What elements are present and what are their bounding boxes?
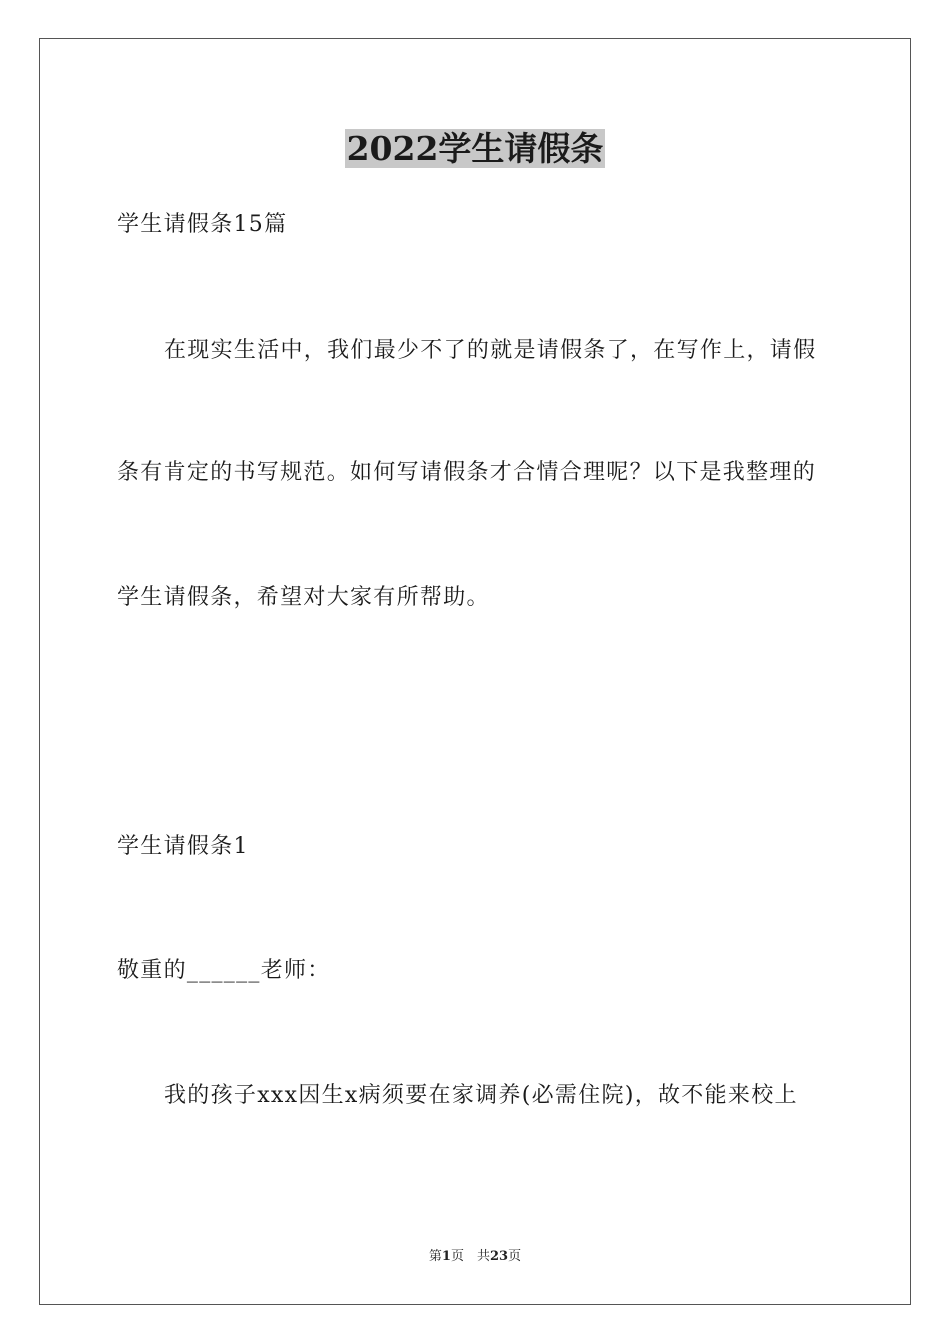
intro-line-1: 在现实生活中，我们最少不了的就是请假条了，在写作上，请假 [164,338,817,363]
intro-line-2: 条有肯定的书写规范。如何写请假条才合情合理呢？以下是我整理的 [117,460,817,485]
footer-page-current: 1 [441,1249,451,1264]
page-footer [0,1248,950,1266]
document-title-text: 2022学生请假条 [346,129,604,168]
footer-page-total: 23 [489,1249,509,1264]
salutation: 敬重的______老师： [117,958,331,983]
intro-line-3: 学生请假条，希望对大家有所帮助。 [117,585,490,610]
footer-prefix: 第 [428,1249,442,1264]
footer-suffix: 页 [508,1249,522,1264]
section-heading: 学生请假条1 [117,834,249,859]
body-line-1: 我的孩子xxx因生x病须要在家调养(必需住院)，故不能来校上 [164,1083,798,1108]
document-subtitle: 学生请假条15篇 [117,212,288,237]
footer-mid: 页 共 [450,1249,490,1264]
document-title [0,128,950,170]
